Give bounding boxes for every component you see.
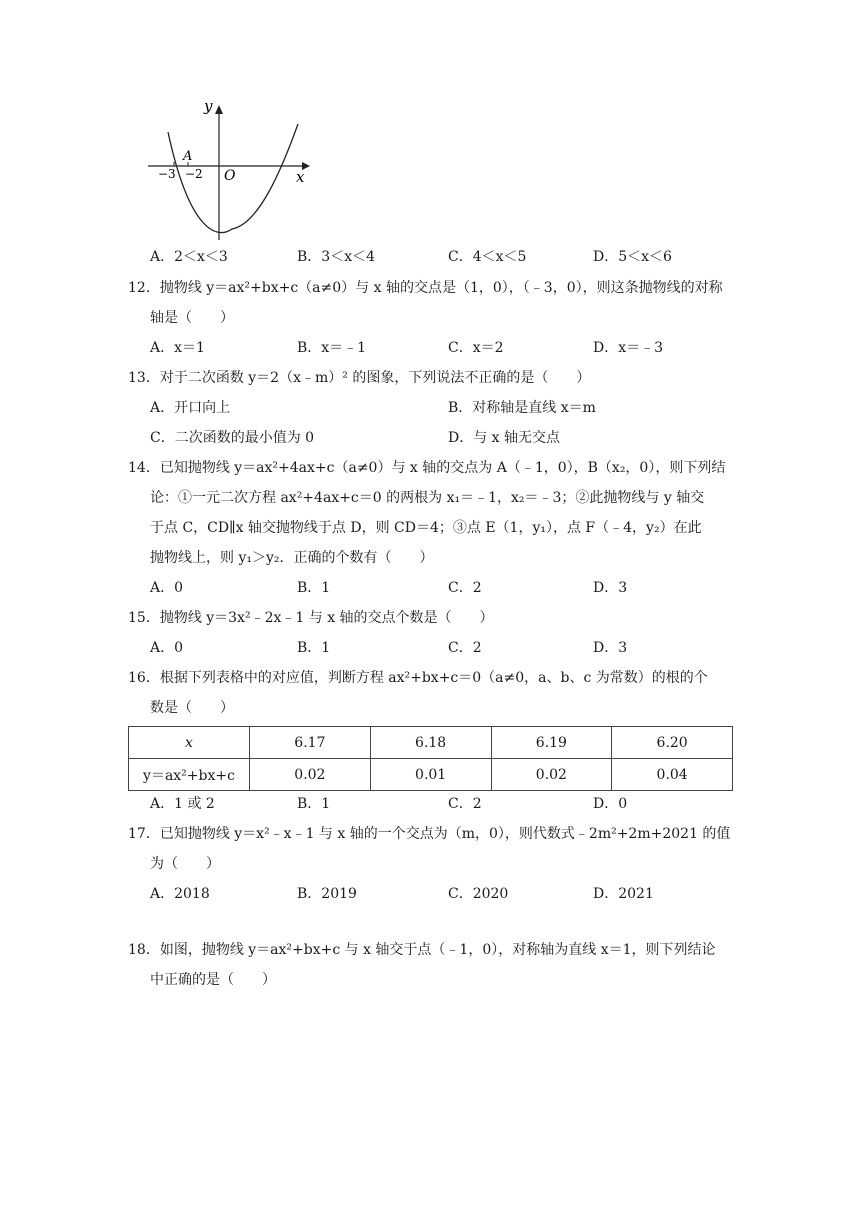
q17-option-d[interactable]: D．2021 — [593, 886, 654, 902]
q17-stem-line2: 为（ ） — [150, 856, 220, 872]
q14-stem-line4: 抛物线上，则 y₁＞y₂．正确的个数有（ ） — [150, 550, 434, 566]
point-a-label: A — [183, 149, 193, 164]
q16-stem-line1: 16．根据下列表格中的对应值，判断方程 ax²+bx+c＝0（a≠0，a、b、c 为常数）的根的个 — [128, 670, 708, 686]
values-table — [128, 726, 733, 791]
origin-label: O — [224, 168, 236, 184]
q13-option-b[interactable]: B．对称轴是直线 x＝m — [448, 400, 596, 416]
table-cell: y＝ax²+bx+c — [129, 759, 250, 791]
q18-stem-line1: 18．如图，抛物线 y＝ax²+bx+c 与 x 轴交于点（﹣1，0），对称轴为直线 x＝1，则下列结论 — [128, 942, 716, 958]
table-cell: 0.04 — [612, 759, 733, 791]
q16-stem-line2: 数是（ ） — [150, 700, 234, 716]
table-cell: x — [129, 727, 250, 759]
q14-option-c[interactable]: C．2 — [448, 580, 482, 596]
q16-option-b[interactable]: B．1 — [297, 796, 331, 812]
table-cell: 6.19 — [491, 727, 612, 759]
q15-option-b[interactable]: B．1 — [297, 640, 331, 656]
q14-stem-line2: 论：①一元二次方程 ax²+4ax+c＝0 的两根为 x₁＝﹣1，x₂＝﹣3；②此抛物线与 y 轴交 — [150, 490, 705, 506]
q11-option-d[interactable]: D．5＜x＜6 — [593, 249, 672, 265]
q15-option-a[interactable]: A．0 — [150, 640, 184, 656]
q14-option-b[interactable]: B．1 — [297, 580, 331, 596]
table-row — [129, 727, 733, 759]
q13-option-c[interactable]: C．二次函数的最小值为 0 — [150, 430, 315, 446]
x-label: x — [296, 168, 305, 186]
table-row — [129, 759, 733, 791]
q12-option-c[interactable]: C．x＝2 — [448, 340, 504, 356]
q12-option-d[interactable]: D．x＝﹣3 — [593, 340, 664, 356]
table-cell: 6.17 — [250, 727, 371, 759]
table-cell: 0.02 — [491, 759, 612, 791]
table-cell: 6.18 — [370, 727, 491, 759]
q13-option-a[interactable]: A．开口向上 — [150, 400, 231, 416]
q16-option-c[interactable]: C．2 — [448, 796, 482, 812]
q13-stem-line1: 13．对于二次函数 y＝2（x﹣m）² 的图象，下列说法不正确的是（ ） — [128, 370, 591, 386]
q14-stem-line1: 14．已知抛物线 y＝ax²+4ax+c（a≠0）与 x 轴的交点为 A（﹣1，0），B（x₂，0），则下列结 — [128, 460, 726, 476]
q14-stem-line3: 于点 C，CD∥x 轴交抛物线于点 D，则 CD＝4；③点 E（1，y₁），点 F（﹣4，y₂）在此 — [150, 520, 702, 536]
tick-label-neg3: −3 — [158, 167, 176, 181]
q14-option-a[interactable]: A．0 — [150, 580, 184, 596]
q17-option-a[interactable]: A．2018 — [150, 886, 210, 902]
table-cell: 6.20 — [612, 727, 733, 759]
tick-label-neg2: −2 — [185, 167, 203, 181]
q15-option-c[interactable]: C．2 — [448, 640, 482, 656]
q12-stem-line1: 12．抛物线 y＝ax²+bx+c（a≠0）与 x 轴的交点是（1，0），（﹣3，0），则这条抛物线的对称 — [128, 280, 723, 296]
q17-option-c[interactable]: C．2020 — [448, 886, 509, 902]
q17-stem-line1: 17．已知抛物线 y＝x²﹣x﹣1 与 x 轴的一个交点为（m，0），则代数式﹣2m²+2m+2021 的值 — [128, 826, 731, 842]
q12-option-a[interactable]: A．x＝1 — [150, 340, 205, 356]
q13-option-d[interactable]: D．与 x 轴无交点 — [448, 430, 561, 446]
q16-option-a[interactable]: A．1 或 2 — [150, 796, 215, 812]
q11-option-c[interactable]: C．4＜x＜5 — [448, 249, 527, 265]
q11-option-a[interactable]: A．2＜x＜3 — [150, 249, 228, 265]
q11-option-b[interactable]: B．3＜x＜4 — [297, 249, 375, 265]
q15-option-d[interactable]: D．3 — [593, 640, 628, 656]
q16-option-d[interactable]: D．0 — [593, 796, 628, 812]
q12-option-b[interactable]: B．x＝﹣1 — [297, 340, 367, 356]
table-cell: 0.02 — [250, 759, 371, 791]
q18-stem-line2: 中正确的是（ ） — [150, 972, 276, 988]
table-cell: 0.01 — [370, 759, 491, 791]
y-label: y — [204, 97, 213, 115]
parabola-graph — [140, 94, 320, 242]
q12-stem-line2: 轴是（ ） — [150, 310, 234, 326]
q17-option-b[interactable]: B．2019 — [297, 886, 357, 902]
y-axis-arrow — [215, 105, 223, 114]
q14-option-d[interactable]: D．3 — [593, 580, 628, 596]
q15-stem-line1: 15．抛物线 y＝3x²﹣2x﹣1 与 x 轴的交点个数是（ ） — [128, 610, 494, 626]
